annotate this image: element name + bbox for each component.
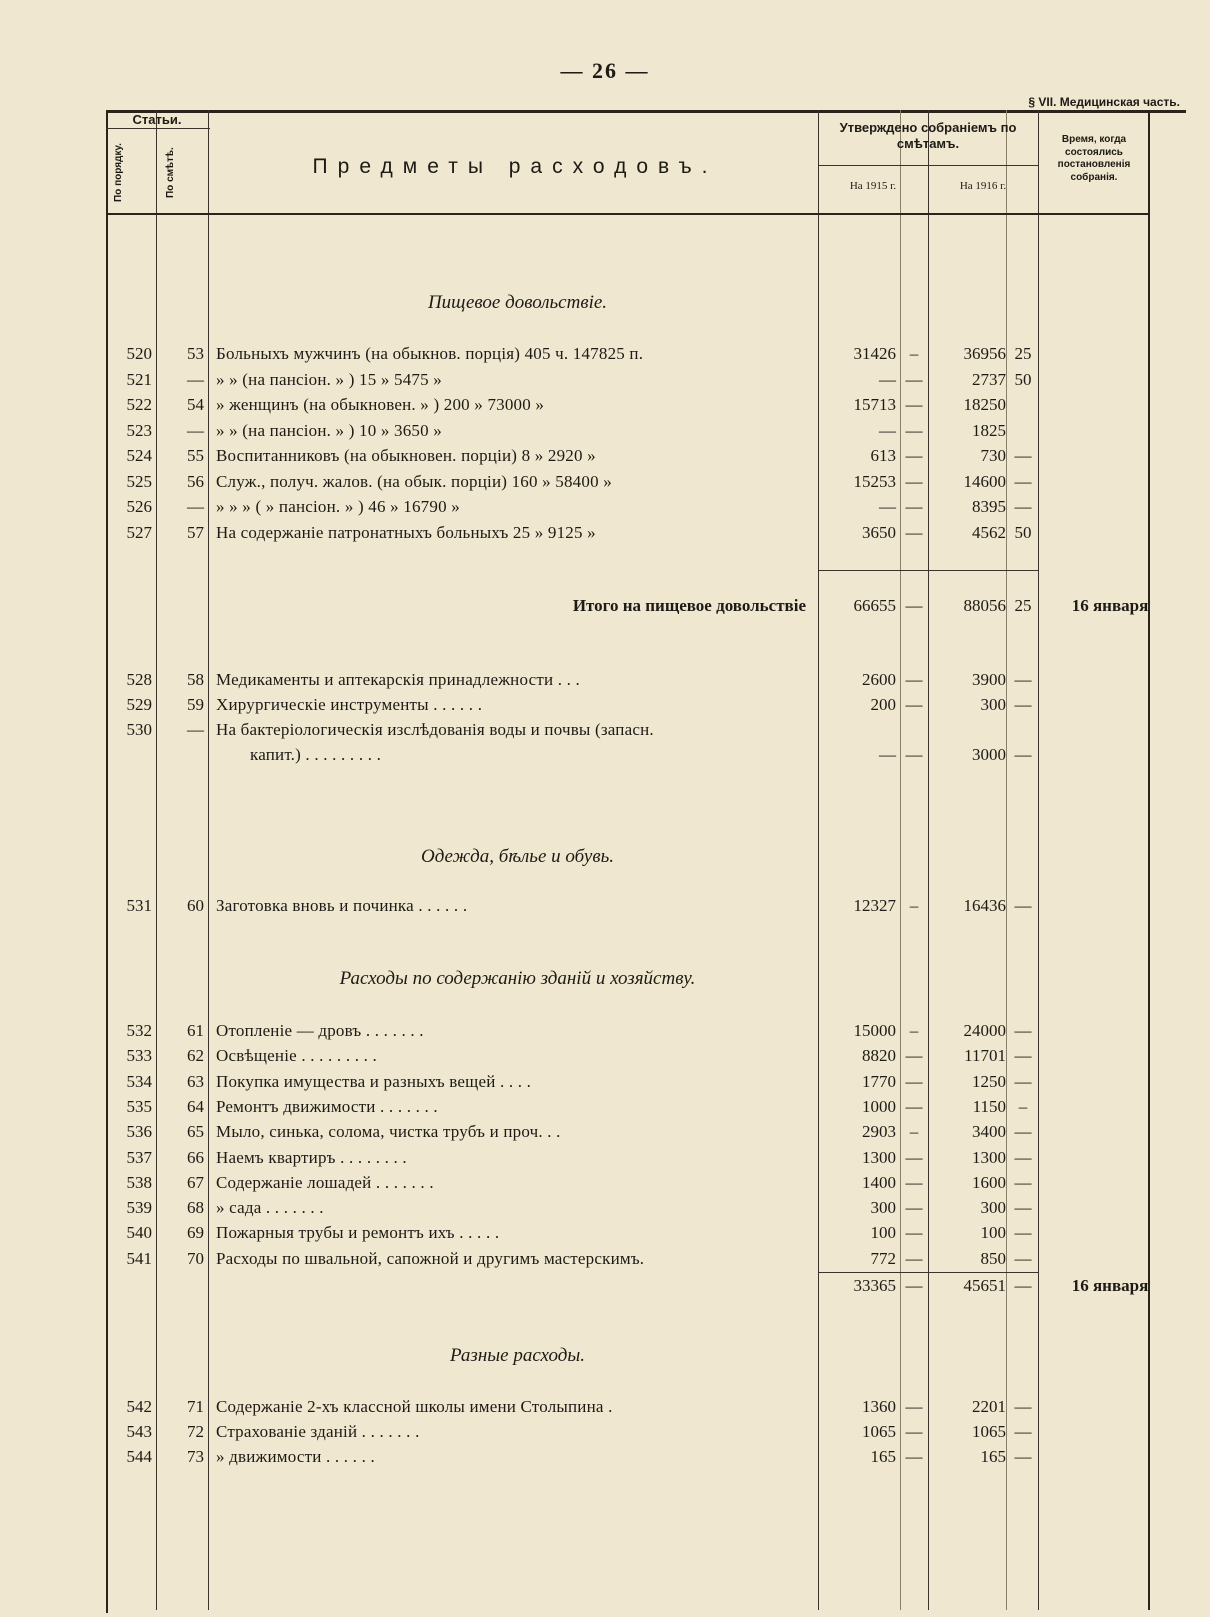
row-no: 542 [126,1397,152,1416]
row-no: 540 [126,1223,152,1243]
row-1916-kop: — [1014,471,1032,491]
header-main-title: Предметы расходовъ. [312,155,718,178]
row-1916-kop: — [1014,1248,1032,1268]
row-1915-kop: — [905,1096,923,1116]
subhead-clothes: Одежда, бѣлье и обувь. [420,846,615,867]
row-1915: 15000 [853,1021,896,1040]
food-total-row [0,596,1210,621]
row-no: 534 [126,1071,152,1091]
table-row [0,1397,1210,1422]
total-1915: 66655 [853,596,896,615]
table-row [0,421,1210,446]
row-smeta: — [187,369,204,389]
row-1916-kop: — [1014,1198,1032,1218]
row-no: 529 [126,695,152,714]
row-1915: 1000 [862,1096,896,1116]
rule [1006,110,1007,1610]
row-1916: 14600 [963,471,1006,491]
row-1916: 36956 [963,344,1006,363]
table-row [0,1223,1210,1248]
table-row [0,896,1210,921]
row-1915: 3650 [862,522,896,542]
row-1915: 31426 [853,344,896,363]
total-1916: 45651 [963,1276,1006,1295]
row-desc-cont: капит.) . . . . . . . . . [250,745,382,764]
row-1916: 300 [980,695,1006,714]
row-1915: 12327 [853,896,896,915]
row-desc: Содержаніе 2-хъ классной школы имени Столыпина . [216,1397,613,1416]
row-smeta: 64 [187,1096,204,1116]
row-desc: Покупка имущества и разныхъ вещей . . . . [216,1071,532,1091]
row-1916: 850 [980,1248,1006,1268]
table-row [0,1447,1210,1472]
total-1915-kop: — [905,596,923,615]
subhead-food: Пищевое довольствіе. [427,292,608,313]
subhead-misc: Разные расходы. [450,1345,585,1366]
row-smeta: 60 [187,896,204,915]
row-1916: 1825 [972,420,1006,440]
row-1916-kop: 50 [1014,522,1032,542]
row-no: 524 [126,446,152,465]
header-1916: На 1916 г. [959,180,1007,192]
row-smeta: 67 [187,1172,204,1192]
row-1916: 300 [980,1198,1006,1218]
row-desc: » » » ( » пансіон. » ) 46 » 16790 » [216,497,460,516]
table-row [0,497,1210,522]
row-1915-kop: — [905,369,923,389]
row-smeta: 57 [187,522,204,542]
row-smeta: 65 [187,1122,204,1142]
table-row [0,370,1210,395]
row-desc: Отопленіе — дровъ . . . . . . . [216,1021,424,1040]
row-1915-kop: – [909,344,919,363]
row-1915-kop: — [905,1198,923,1218]
row-1915: 1360 [862,1397,896,1416]
row-1916-kop: — [1014,1422,1032,1441]
row-1915: 1770 [862,1071,896,1091]
row-1915-kop: — [905,1447,923,1466]
row-no: 537 [126,1147,152,1167]
total-when: 16 января [1071,1276,1149,1295]
row-1916: 1150 [972,1096,1006,1116]
row-smeta: — [187,420,204,440]
row-1916-kop: — [1014,497,1032,516]
row-1915-kop: — [905,420,923,440]
row-1916: 1250 [972,1071,1006,1091]
row-1915-kop: – [909,896,919,915]
row-1916: 3000 [972,745,1006,764]
row-desc: Воспитанниковъ (на обыкновен. порціи) 8 » 2920 » [216,446,596,465]
row-1915: 8820 [862,1046,896,1066]
page-number: — 26 — [560,58,650,83]
row-1916: 165 [980,1447,1006,1466]
row-1915: 1300 [862,1147,896,1167]
row-1916-kop: — [1014,1223,1032,1243]
row-1915-kop: — [905,446,923,465]
row-1916-kop: — [1014,745,1032,764]
row-1915-kop: – [909,1021,919,1040]
row-1915: 1400 [862,1172,896,1192]
total-1916: 88056 [963,596,1006,615]
table-row [0,446,1210,471]
rule [900,110,901,1610]
buildings-total-row [0,1276,1210,1301]
row-1915: 165 [870,1447,896,1466]
section-title: § VII. Медицинская часть. [1028,95,1180,109]
table-row-cont [0,745,1210,770]
table-row [0,670,1210,695]
table-row [0,472,1210,497]
row-smeta: 53 [187,344,204,363]
row-1915: — [879,369,896,389]
row-smeta: 68 [187,1198,204,1218]
row-no: 527 [126,522,152,542]
row-no: 522 [126,395,152,414]
row-smeta: 73 [187,1447,204,1466]
table-row [0,1249,1210,1274]
row-1915-kop: — [905,522,923,542]
row-smeta: 58 [187,670,204,689]
row-1916-kop: — [1014,446,1032,465]
row-1916: 1600 [972,1172,1006,1192]
total-when: 16 января [1071,596,1149,615]
total-label: Итого на пищевое довольствіе [572,596,806,615]
row-1915: — [879,420,896,440]
row-1915-kop: — [905,1046,923,1066]
row-1916: 3900 [972,670,1006,689]
row-1915-kop: — [905,745,923,764]
table-row [0,1122,1210,1147]
row-desc: Страхованіе зданій . . . . . . . [216,1422,420,1441]
row-1916-kop: — [1014,1046,1032,1066]
header-po-poryadku: По порядку. [113,143,124,203]
row-1915: 1065 [862,1422,896,1441]
row-1915-kop: — [905,1248,923,1268]
table-row [0,720,1210,745]
row-no: 526 [126,497,152,516]
row-no: 532 [126,1021,152,1040]
row-1915: 200 [870,695,896,714]
row-no: 528 [126,670,152,689]
row-smeta: 66 [187,1147,204,1167]
row-smeta: 59 [187,695,204,714]
header-po-smete: По смѣтѣ. [165,147,176,199]
row-no: 531 [126,896,152,915]
table-row [0,1072,1210,1097]
row-smeta: 62 [187,1046,204,1066]
row-1916: 18250 [963,395,1006,414]
row-1915: 2903 [862,1122,896,1142]
row-1916: 100 [980,1223,1006,1243]
rule [818,570,1038,571]
row-smeta: — [187,720,204,739]
rule [928,110,929,1610]
row-1916-kop: — [1014,896,1032,915]
row-1916: 2201 [972,1397,1006,1416]
row-1916: 2737 [972,369,1006,389]
row-1915-kop: — [905,1223,923,1243]
row-desc: » движимости . . . . . . [216,1447,375,1466]
row-desc: Медикаменты и аптекарскія принадлежности . . . [216,670,580,689]
rule [156,110,157,1610]
row-desc: Хирургическіе инструменты . . . . . . [216,695,483,714]
row-1915: 613 [870,446,896,465]
row-no: 541 [126,1248,152,1268]
row-1916-kop: — [1014,1397,1032,1416]
row-desc: Мыло, синька, солома, чистка трубъ и проч. . . [216,1122,561,1142]
row-1915: — [879,745,896,764]
total-1916-kop: — [1014,1276,1032,1295]
row-no: 530 [126,720,152,739]
row-desc: Ремонтъ движимости . . . . . . . [216,1096,438,1116]
row-desc: На содержаніе патронатныхъ больныхъ 25 » 9125 » [216,522,596,542]
row-no: 523 [126,420,152,440]
row-desc: Расходы по швальной, сапожной и другимъ мастерскимъ. [216,1248,645,1268]
row-smeta: 54 [187,395,204,414]
row-1915-kop: — [905,1071,923,1091]
row-1916-kop: 50 [1014,369,1032,389]
row-desc: » сада . . . . . . . [216,1198,324,1218]
row-1916-kop: — [1014,1172,1032,1192]
table-row [0,1148,1210,1173]
row-1915: 15713 [853,395,896,414]
row-1915-kop: — [905,497,923,516]
row-smeta: 70 [187,1248,204,1268]
row-1915-kop: — [905,1147,923,1167]
rule [1038,110,1039,1610]
row-no: 544 [126,1447,152,1466]
table-row [0,395,1210,420]
header-when: Время, когда состоялись постановленія собранія. [1057,134,1131,183]
table-row [0,1422,1210,1447]
row-1916-kop: — [1014,1147,1032,1167]
row-1915-kop: — [905,471,923,491]
row-no: 521 [126,369,152,389]
row-smeta: 69 [187,1223,204,1243]
header-stati: Статьи. [132,112,182,127]
row-1915-kop: — [905,1422,923,1441]
row-1915-kop: — [905,1172,923,1192]
header-1915: На 1915 г. [849,180,897,192]
row-desc: » женщинъ (на обыкновен. » ) 200 » 73000 » [216,395,545,414]
row-1915-kop: — [905,670,923,689]
table-row [0,1173,1210,1198]
row-1916-kop: — [1014,1071,1032,1091]
row-smeta: 55 [187,446,204,465]
row-1916: 3400 [972,1122,1006,1142]
row-1915-kop: — [905,695,923,714]
row-smeta: 71 [187,1397,204,1416]
row-no: 525 [126,471,152,491]
total-1915-kop: — [905,1276,923,1295]
row-desc: Пожарныя трубы и ремонтъ ихъ . . . . . [216,1223,500,1243]
table-row [0,1198,1210,1223]
subhead-buildings: Расходы по содержанію зданій и хозяйству. [339,968,696,989]
table-row [0,1097,1210,1122]
row-no: 543 [126,1422,152,1441]
row-desc: Наемъ квартиръ . . . . . . . . [216,1147,407,1167]
row-1916: 4562 [972,522,1006,542]
rule [1148,110,1150,1610]
table-row [0,1021,1210,1046]
row-1915-kop: — [905,395,923,414]
total-1915: 33365 [853,1276,896,1295]
row-1915: 300 [870,1198,896,1218]
row-1916: 16436 [963,896,1006,915]
table-row [0,695,1210,720]
row-1916: 24000 [963,1021,1006,1040]
row-1915: 772 [870,1248,896,1268]
row-desc: Больныхъ мужчинъ (на обыкнов. порція) 405 ч. 147825 п. [216,344,644,363]
row-1915: 2600 [862,670,896,689]
row-smeta: — [187,497,204,516]
rule [818,165,1038,166]
row-1916-kop: — [1014,695,1032,714]
row-smeta: 63 [187,1071,204,1091]
table-row [0,1046,1210,1071]
row-desc: » » (на пансіон. » ) 10 » 3650 » [216,420,442,440]
row-no: 533 [126,1046,152,1066]
rule [208,110,209,1610]
row-smeta: 72 [187,1422,204,1441]
row-1916-kop: 25 [1014,344,1032,363]
row-no: 539 [126,1198,152,1218]
row-no: 536 [126,1122,152,1142]
row-desc: Служ., получ. жалов. (на обык. порціи) 160 » 58400 » [216,471,612,491]
row-1915-kop: – [909,1122,919,1142]
row-1916: 730 [980,446,1006,465]
row-1916-kop: — [1014,1447,1032,1466]
row-smeta: 56 [187,471,204,491]
row-1915: 100 [870,1223,896,1243]
row-no: 535 [126,1096,152,1116]
row-1916-kop: — [1014,1122,1032,1142]
row-desc: На бактеріологическія изслѣдованія воды и почвы (запасн. [216,720,654,739]
row-desc: Заготовка вновь и починка . . . . . . [216,896,468,915]
row-1916: 1065 [972,1422,1006,1441]
row-1916: 1300 [972,1147,1006,1167]
header-approved: Утверждено собраніемъ по смѣтамъ. [839,120,1017,152]
row-desc: » » (на пансіон. » ) 15 » 5475 » [216,369,442,389]
row-1916: 11701 [964,1046,1006,1066]
row-1916: 8395 [972,497,1006,516]
rule [106,213,1150,215]
row-desc: Освѣщеніе . . . . . . . . . [216,1046,377,1066]
total-1916-kop: 25 [1014,596,1032,615]
row-1915: — [879,497,896,516]
row-1916-kop: — [1014,1021,1032,1040]
row-smeta: 61 [187,1021,204,1040]
table-row [0,523,1210,548]
row-1916-kop: — [1014,670,1032,689]
row-1916-kop: – [1018,1096,1028,1116]
row-desc: Содержаніе лошадей . . . . . . . [216,1172,434,1192]
row-1915-kop: — [905,1397,923,1416]
row-1915: 15253 [853,471,896,491]
table-row [0,344,1210,369]
row-no: 538 [126,1172,152,1192]
row-no: 520 [126,344,152,363]
